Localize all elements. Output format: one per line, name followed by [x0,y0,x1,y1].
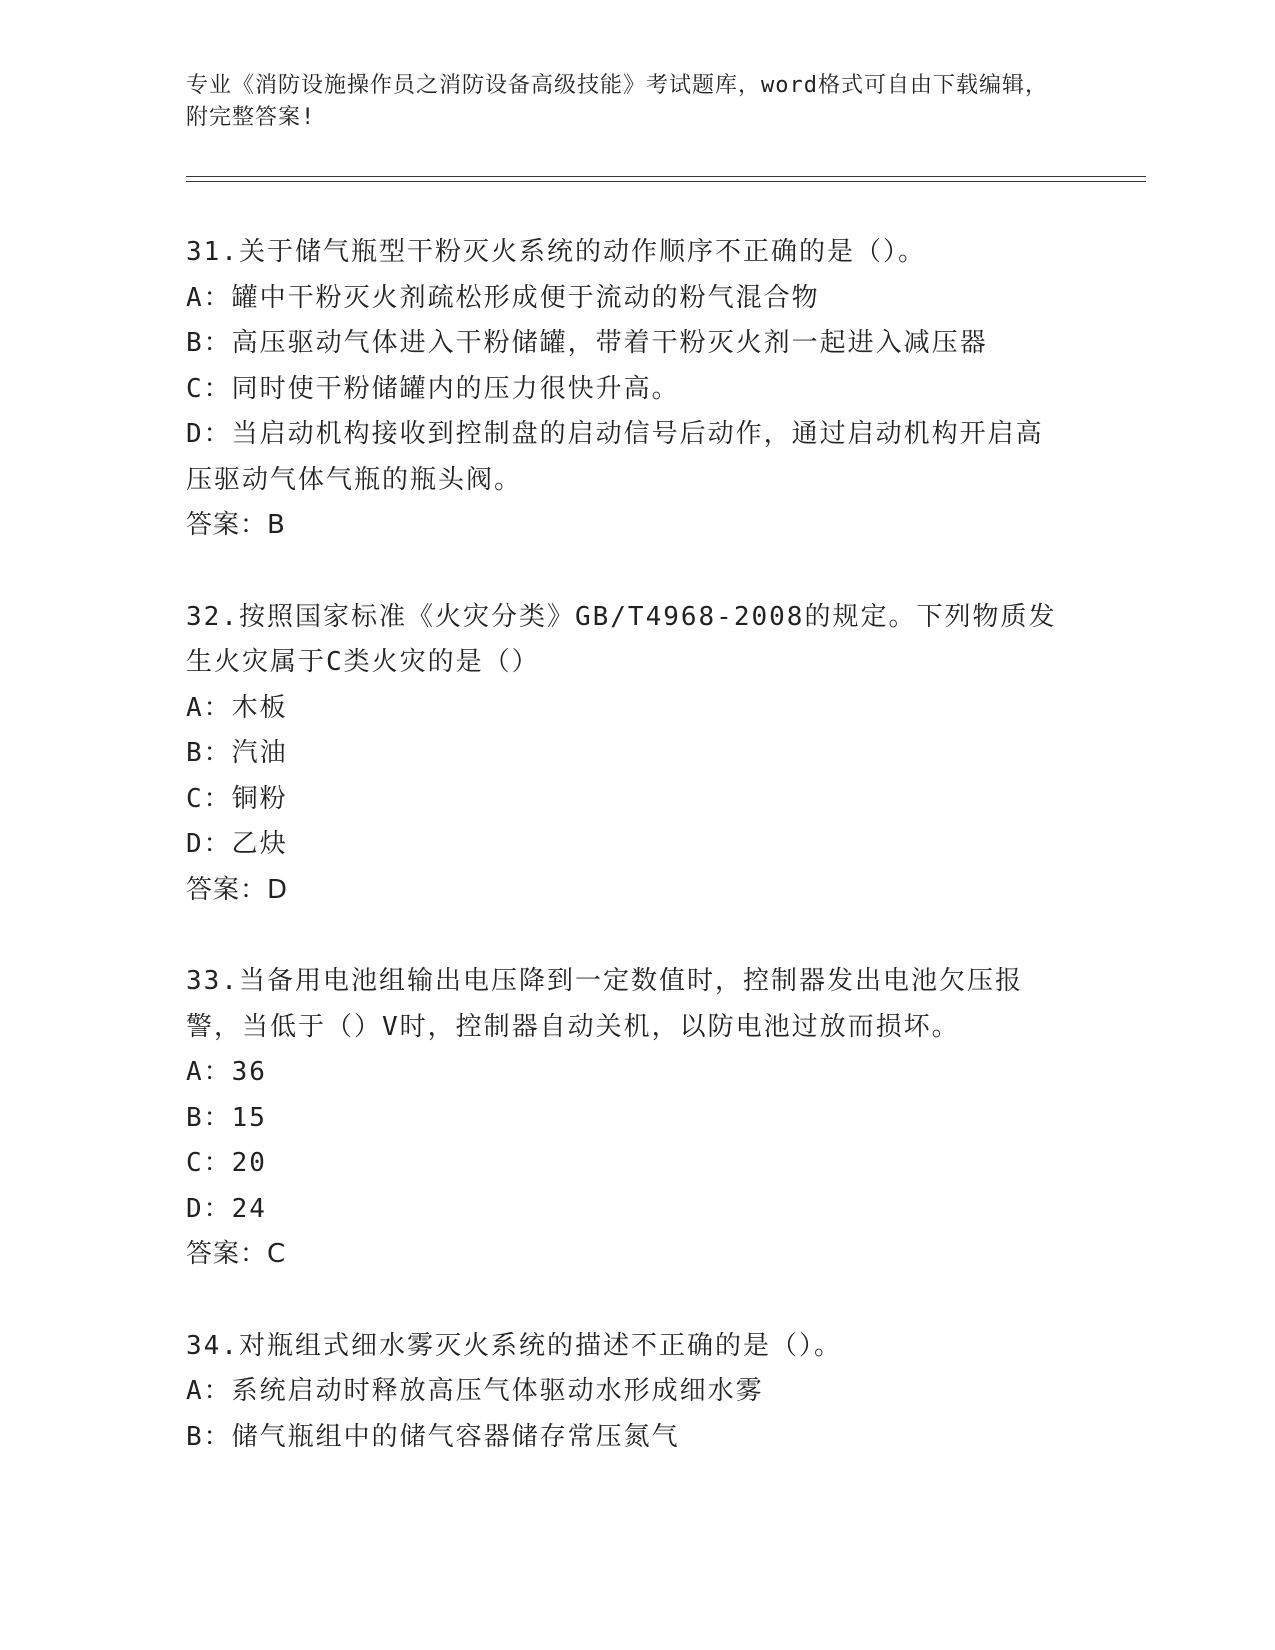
option-d: D：乙炔 [186,829,288,859]
question-stem: 34.对瓶组式细水雾灭火系统的描述不正确的是（）。 [186,1330,842,1361]
option-b: B：高压驱动气体进入干粉储罐，带着干粉灭火剂一起进入减压器 [186,328,988,358]
header-divider-bottom [186,181,1146,182]
option-c: C：20 [186,1148,267,1178]
option-d: D：24 [186,1193,267,1224]
question-stem: 32.按照国家标准《火灾分类》GB/T4968-2008的规定。下列物质发生火灾属于C类火灾的是（） [186,601,1057,677]
option-a: A：木板 [186,692,288,723]
option-b: B：储气瓶组中的储气容器储存常压氮气 [186,1421,680,1452]
answer: 答案：C [186,1239,287,1269]
question-32 [186,595,1066,914]
question-31 [186,230,1066,549]
question-stem: 31.关于储气瓶型干粉灭火系统的动作顺序不正确的是（）。 [186,237,926,267]
option-d: D：当启动机构接收到控制盘的启动信号后动作，通过启动机构开启高压驱动气体气瓶的瓶头阀。 [186,419,1044,495]
question-stem: 33.当备用电池组输出电压降到一定数值时，控制器发出电池欠压报警，当低于（）V时，控制器自动关机，以防电池过放而损坏。 [186,966,1023,1042]
document-header: 专业《消防设施操作员之消防设备高级技能》考试题库，word格式可自由下载编辑，附完整答案! [186,73,1048,130]
header-divider-top [186,176,1146,177]
question-list [186,230,1066,1506]
option-b: B：汽油 [186,738,288,768]
option-a: A：系统启动时释放高压气体驱动水形成细水雾 [186,1376,764,1406]
option-b: B：15 [186,1102,267,1133]
answer: 答案：D [186,874,289,905]
option-a: A：罐中干粉灭火剂疏松形成便于流动的粉气混合物 [186,282,820,313]
option-a: A：36 [186,1057,267,1087]
question-33 [186,959,1066,1278]
option-c: C：同时使干粉储罐内的压力很快升高。 [186,373,680,404]
answer: 答案：B [186,510,286,540]
option-c: C：铜粉 [186,783,288,814]
question-34 [186,1324,1066,1461]
